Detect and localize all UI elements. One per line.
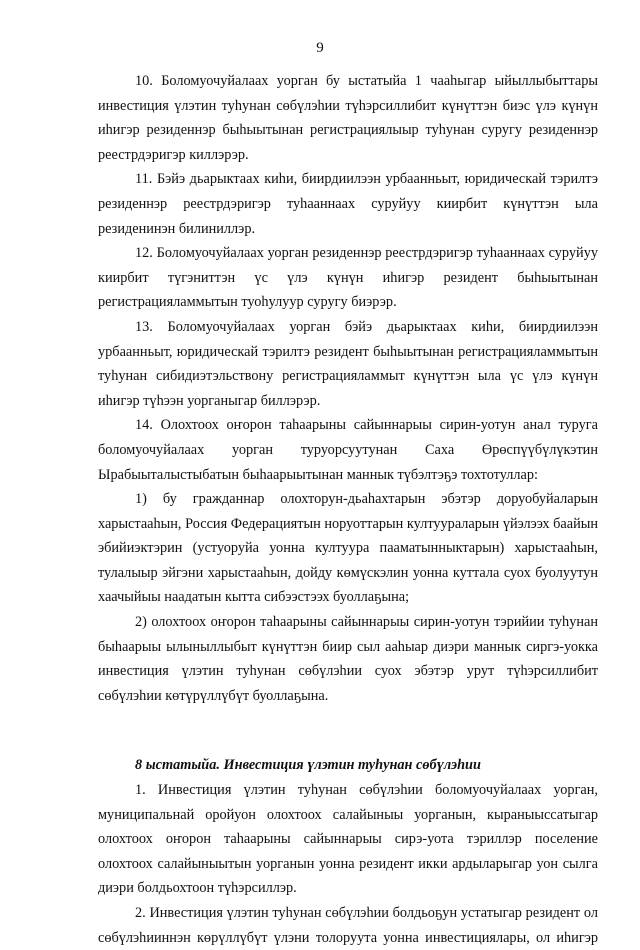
paragraph-11: 11. Бэйэ дьарыктаах киһи, биирдиилээн урбаанньыт, юридическай тэрилтэ резиденнэр реестрдэригэр туһааннаах суруйуу киирбит күнүттэн ыла резиденинэн билиниллэр. — [98, 171, 598, 237]
page-number: 9 — [316, 40, 324, 56]
paragraph-12: 12. Боломуочуйалаах уорган резиденнэр реестрдэригэр туһааннаах суруйуу киирбит түгэниттэн үс үлэ күнүн иһигэр резидент быһыытынан регистрацияламмытын туоһулуур суругу биэрэр. — [98, 245, 598, 311]
list-item-1: 1) бу гражданнар олохторун-дьаһахтарын эбэтэр доруобуйаларын харыстааһын, Россия Федерациятын норуоттарын култуураларын үйэлээх баайын эбийиэктэрин (устуоруйа уонна култуура пааматынныктарын) харыстааһын, тулалыыр эйгэни харыстааһын, дойду көмүскэлин уонна куттала суох буолуутун хаачыйыы наадатын кытта сибээстээх буоллаҕына; — [98, 491, 598, 606]
paragraph-13: 13. Боломуочуйалаах уорган бэйэ дьарыктаах киһи, биирдиилээн урбаанньыт, юридическай тэрилтэ резидент быһыытынан регистрацияламмытын туһунан сибидиэтэльствону регистрацияламмыт күнүттэн ыла үс үлэ күнүн иһигэр түһээн уорганыгар биллэрэр. — [98, 318, 598, 409]
article-paragraph-1: 1. Инвестиция үлэтин туһунан сөбүлэһии боломуочуйалаах уорган, муниципальнай оройуон олохтоох салайыныы уорганын, кыраныыссатыгар олохтоох оҥорон таһаарыны сайыннарыы сирэ-уота тэриллэр поселение олохтоох салайыныытын уорганын уонна резидент икки ардыларыгар уон сылга диэри болдьохтоон түһэрсиллэр. — [98, 782, 598, 897]
paragraph-14: 14. Олохтоох оҥорон таһаарыны сайыннарыы сирин-уотун анал туруга боломуочуйалаах уорган туруорсуутунан Саха Өрөспүүбүлүкэтин Ырабыыталыстыбатын быһаарыытынан маннык түбэлтэҕэ тохтотуллар: — [98, 417, 598, 483]
article-paragraph-2: 2. Инвестиция үлэтин туһунан сөбүлэһии болдьоҕун устатыгар резидент ол сөбүлэһииннэн көрүллүбүт үлэни толоруута уонна инвестициялары, ол иһигэр — [98, 905, 598, 946]
document-body — [98, 69, 598, 950]
article-heading: 8 ыстатыйа. Инвестиция үлэтин туһунан сөбүлэһии — [135, 757, 481, 774]
list-item-2: 2) олохтоох оҥорон таһаарыны сайыннарыы сирин-уотун тэрийии туһунан быһаарыы ылыныллыбыт күнүттэн биир сыл ааһыар диэри маннык сиргэ-уокка инвестиция үлэтин туһунан сөбүлэһии суох эбэтэр урут түһэрсиллибит сөбүлэһии көтүрүллүбүт буоллаҕына. — [98, 614, 598, 704]
paragraph-10: 10. Боломуочуйалаах уорган бу ыстатыйа 1 чааһыгар ыйыллыбыттары инвестиция үлэтин туһунан сөбүлэһии түһэрсиллибит күнүттэн биэс үлэ күнүн иһигэр резиденнэр быһыытынан регистрациялыыр туһунан суругу резиденнэр реестрдэригэр киллэрэр. — [98, 73, 598, 163]
